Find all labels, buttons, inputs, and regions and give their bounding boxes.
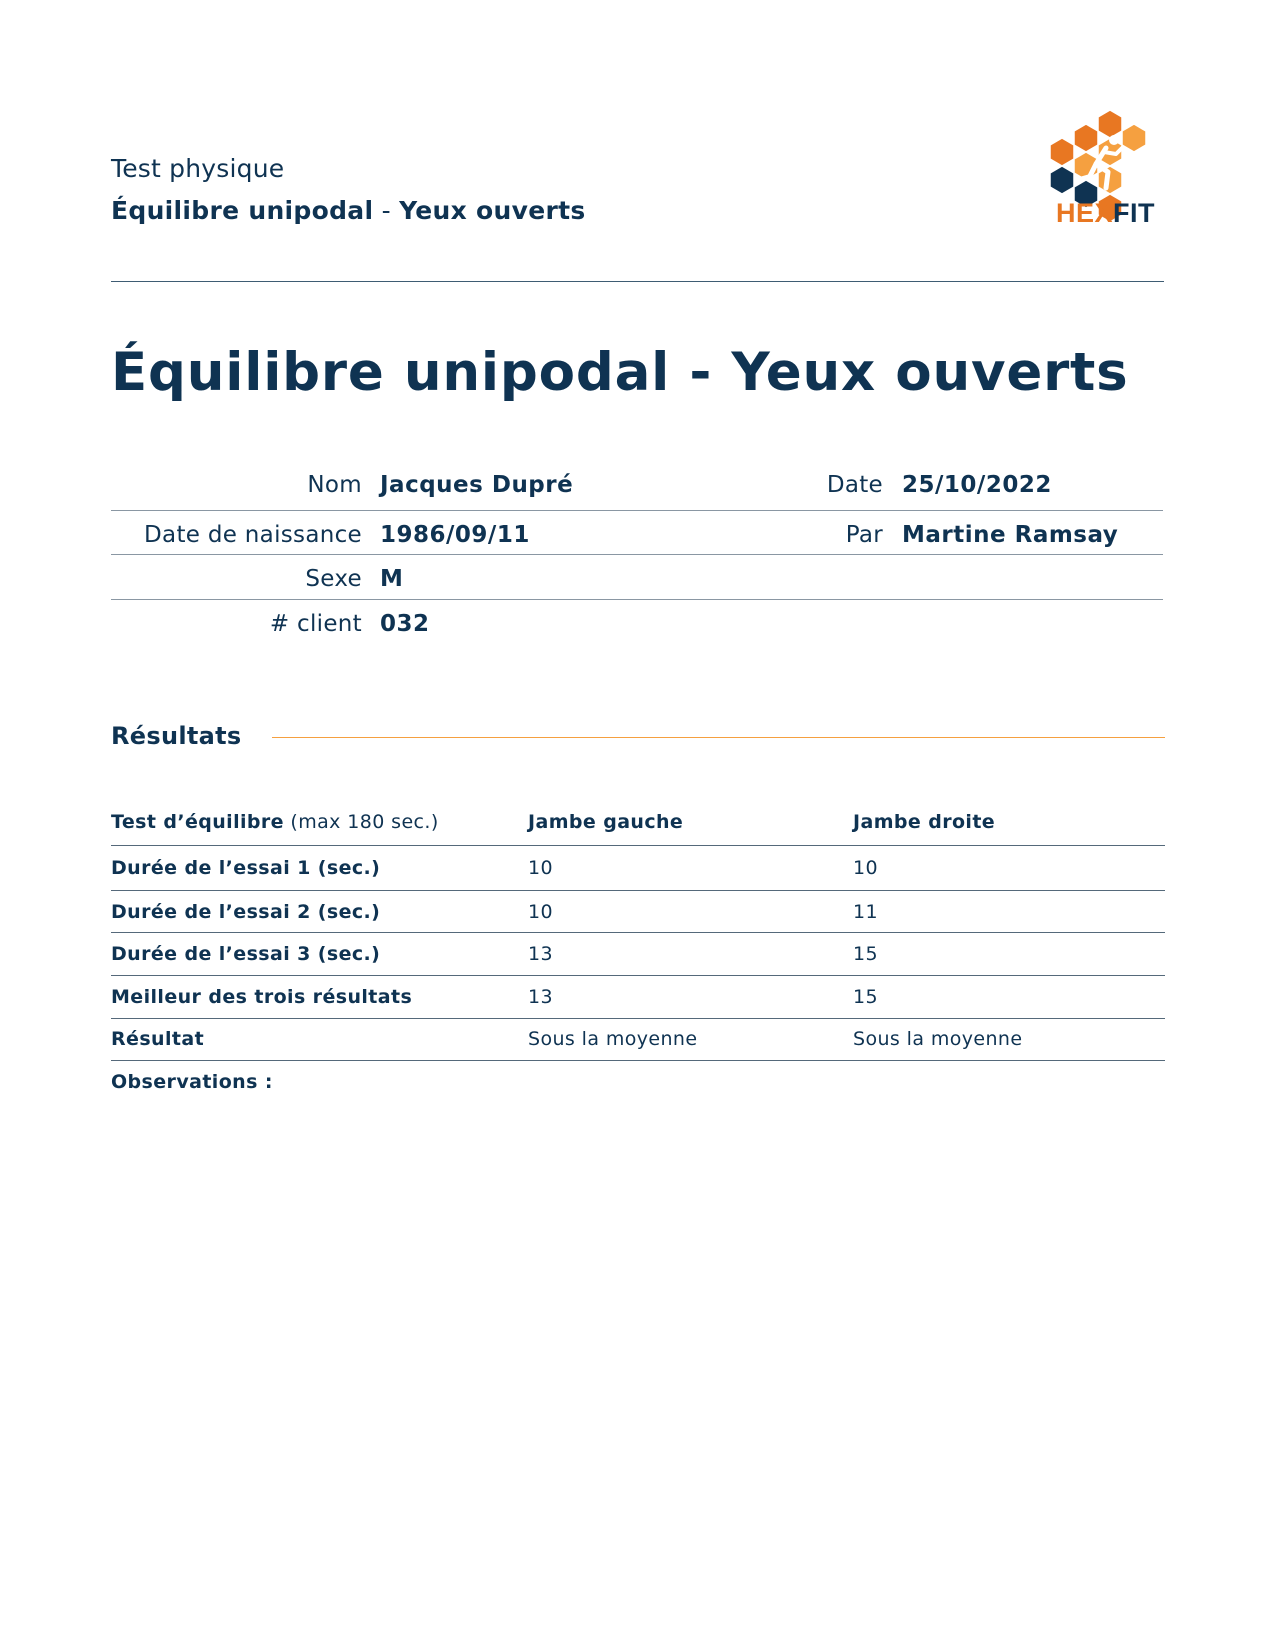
table-cell-right: 15 <box>853 943 878 965</box>
table-row-label: Durée de l’essai 2 (sec.) <box>111 901 381 923</box>
table-divider <box>111 890 1165 891</box>
table-divider <box>111 1060 1165 1061</box>
results-section-title: Résultats <box>111 722 242 750</box>
table-cell-left: Sous la moyenne <box>528 1028 698 1050</box>
table-row-label: Résultat <box>111 1028 205 1050</box>
table-divider <box>111 932 1165 933</box>
info-divider <box>111 554 1163 555</box>
nom-value: Jacques Dupré <box>380 472 574 498</box>
header-subtitle-separator: - <box>373 196 400 225</box>
results-header-left: Jambe gauche <box>528 811 684 833</box>
header-subtitle-part2: Yeux ouverts <box>399 196 586 225</box>
hexfit-logo-text <box>1056 198 1155 229</box>
logo-hex-text: HEX <box>1056 198 1114 228</box>
table-cell-right: 10 <box>853 857 878 879</box>
header-kicker: Test physique <box>111 154 285 183</box>
logo-hex <box>1074 124 1098 152</box>
results-header-test <box>111 811 439 833</box>
results-section-rule <box>272 737 1165 738</box>
table-row-label: Durée de l’essai 1 (sec.) <box>111 857 381 879</box>
results-header-test-label: Test d’équilibre <box>111 811 284 833</box>
par-value: Martine Ramsay <box>902 522 1119 548</box>
table-cell-left: 13 <box>528 986 553 1008</box>
page-title: Équilibre unipodal - Yeux ouverts <box>111 342 1129 403</box>
sexe-value: M <box>380 566 404 592</box>
results-header-right: Jambe droite <box>853 811 996 833</box>
header-subtitle <box>111 196 586 225</box>
header-subtitle-part1: Équilibre unipodal <box>111 196 374 225</box>
results-header-test-note: (max 180 sec.) <box>283 811 439 833</box>
naissance-value: 1986/09/11 <box>380 522 530 548</box>
date-label: Date <box>826 472 883 498</box>
table-cell-left: 10 <box>528 857 553 879</box>
date-value: 25/10/2022 <box>902 472 1052 498</box>
table-divider <box>111 975 1165 976</box>
info-divider <box>111 510 1163 511</box>
table-cell-right: 11 <box>853 901 878 923</box>
client-label: # client <box>269 611 362 637</box>
table-cell-right: Sous la moyenne <box>853 1028 1023 1050</box>
table-cell-left: 10 <box>528 901 553 923</box>
table-row-label: Meilleur des trois résultats <box>111 986 413 1008</box>
nom-label: Nom <box>307 472 362 498</box>
header-divider <box>111 281 1164 282</box>
observations-label: Observations : <box>111 1071 273 1093</box>
table-cell-right: 15 <box>853 986 878 1008</box>
logo-hex <box>1050 166 1074 194</box>
logo-hex <box>1122 124 1146 152</box>
sexe-label: Sexe <box>305 566 362 592</box>
logo-fit-text: FIT <box>1113 198 1156 228</box>
logo-hex <box>1098 110 1122 138</box>
client-value: 032 <box>380 611 430 637</box>
table-row-label: Durée de l’essai 3 (sec.) <box>111 943 381 965</box>
table-cell-left: 13 <box>528 943 553 965</box>
par-label: Par <box>845 522 883 548</box>
logo-hex <box>1050 138 1074 166</box>
naissance-label: Date de naissance <box>144 522 362 548</box>
table-divider <box>111 1018 1165 1019</box>
table-divider <box>111 845 1165 846</box>
info-divider <box>111 599 1163 600</box>
